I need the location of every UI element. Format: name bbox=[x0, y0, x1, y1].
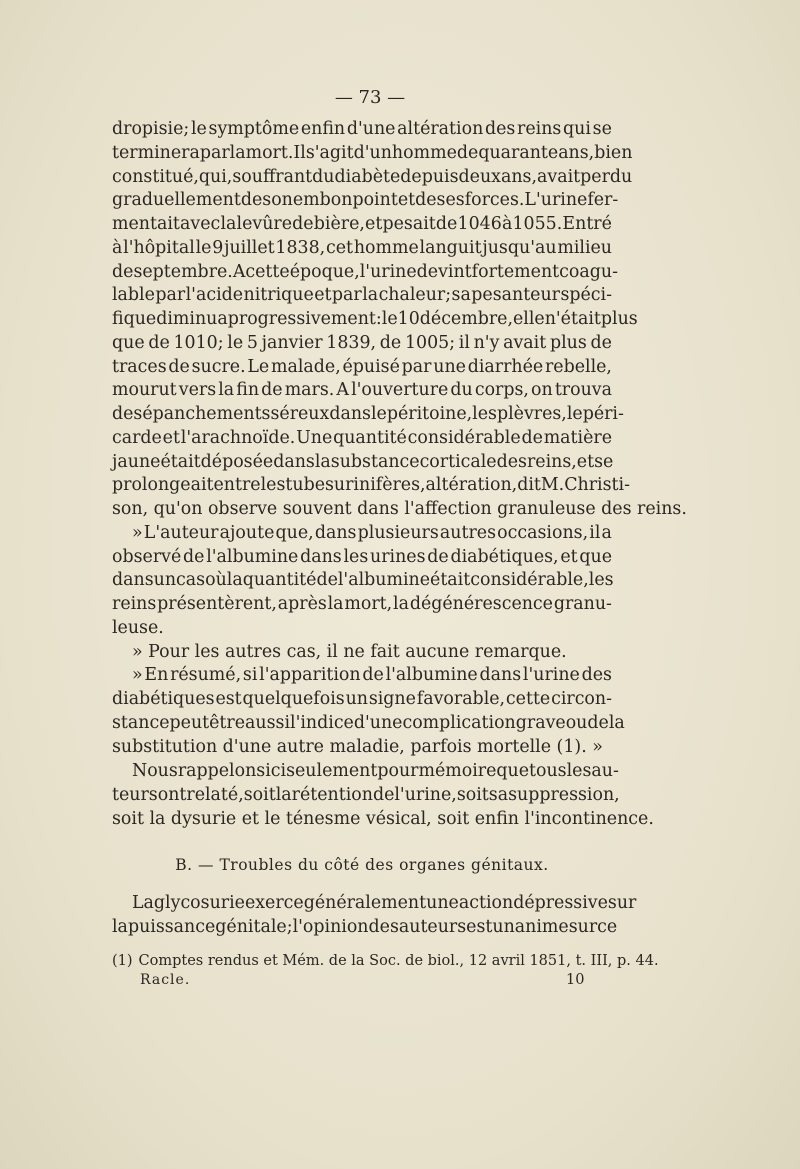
text-line: Nous rappelons ici seulement pour mémoire que tous les au- bbox=[132, 761, 619, 781]
section-heading: B. — Troubles du côté des organes génitaux. bbox=[175, 856, 549, 874]
text-line: des épanchements séreux dans le péritoine, les plèvres, le péri- bbox=[112, 404, 624, 424]
text-line: teurs ont relaté, soit la rétention de l'urine, soit sa suppression, bbox=[112, 784, 620, 805]
text-line: son, qu'on observe souvent dans l'affection granuleuse des reins. bbox=[112, 499, 687, 519]
text-line: fique diminua progressivement : le 10 décembre, elle n'était plus bbox=[112, 309, 638, 329]
text-line: stance peut être aussi l'indice d'une complication grave ou de la bbox=[112, 712, 625, 733]
text-line: mourut vers la fin de mars. A l'ouverture du corps, on trouva bbox=[112, 380, 612, 401]
text-line: La glycosurie exerce généralement une action dépressive sur bbox=[132, 893, 637, 913]
text-line: de septembre. A cette époque, l'urine devint fortement coagu- bbox=[112, 261, 618, 282]
text-line: que de 1010; le 5 janvier 1839, de 1005; il n'y avait plus de bbox=[112, 332, 612, 353]
text-line: » En résumé, si l'apparition de l'albumine dans l'urine des bbox=[132, 665, 612, 686]
text-line: prolongeait entre les tubes urinifères, altération, dit M. Christi- bbox=[112, 475, 630, 496]
text-line: graduellement de son embonpoint et de ses forces. L'urine fer- bbox=[112, 190, 619, 211]
text-line: lable par l'acide nitrique et par la chaleur; sa pesanteur spéci- bbox=[112, 285, 612, 306]
text-line: soit la dysurie et le ténesme vésical, soit enfin l'incontinence. bbox=[112, 808, 654, 829]
paragraph-5 bbox=[112, 760, 654, 831]
footnote-text: Comptes rendus et Mém. de la Soc. de biol., 12 avril 1851, t. III, p. 44. bbox=[138, 953, 659, 969]
text-line: terminera par la mort. Il s'agit d'un homme de quarante ans, bien bbox=[112, 142, 633, 163]
text-line: la puissance génitale; l'opinion des auteurs est unanime sur ce bbox=[112, 916, 618, 937]
paragraph-6 bbox=[112, 892, 637, 940]
text-line: substitution d'une autre maladie, parfois mortelle (1). » bbox=[112, 736, 603, 757]
text-line: reins présentèrent, après la mort, la dégénérescence granu- bbox=[112, 594, 612, 614]
text-line: observé de l'albumine dans les urines de diabétiques, et que bbox=[112, 546, 612, 567]
text-line: jaune était déposée dans la substance corticale des reins, et se bbox=[112, 451, 614, 472]
text-line: constitué, qui, souffrant du diabète depuis deux ans, avait perdu bbox=[112, 166, 633, 187]
text-line: mentait avec la levûre de bière, et pesait de 1046 à 1055. Entré bbox=[112, 214, 612, 234]
text-line: carde et l'arachnoïde. Une quantité considérable de matière bbox=[112, 427, 612, 448]
signature-mark: Racle. bbox=[140, 972, 191, 988]
footnote-mark: (1) bbox=[112, 953, 133, 969]
text-line: leuse. bbox=[112, 617, 164, 638]
page-number: — 73 — bbox=[334, 87, 406, 108]
text-line: » L'auteur ajoute que, dans plusieurs autres occasions, il a bbox=[132, 522, 612, 543]
text-line: » Pour les autres cas, il ne fait aucune remarque. bbox=[132, 641, 567, 662]
text-line: dropisie; le symptôme enfin d'une altération des reins qui se bbox=[112, 119, 612, 139]
footnote bbox=[112, 953, 659, 969]
paragraph-1 bbox=[112, 118, 687, 759]
signature-number: 10 bbox=[566, 972, 585, 988]
text-line: à l'hôpital le 9 juillet 1838, cet homme languit jusqu'au milieu bbox=[112, 237, 612, 258]
text-line: diabétiques est quelquefois un signe favorable, cette circon- bbox=[112, 689, 612, 709]
text-line: traces de sucre. Le malade, épuisé par une diarrhée rebelle, bbox=[112, 356, 612, 377]
text-line: dans un cas où la quantité de l'albumine était considérable, les bbox=[112, 570, 614, 591]
